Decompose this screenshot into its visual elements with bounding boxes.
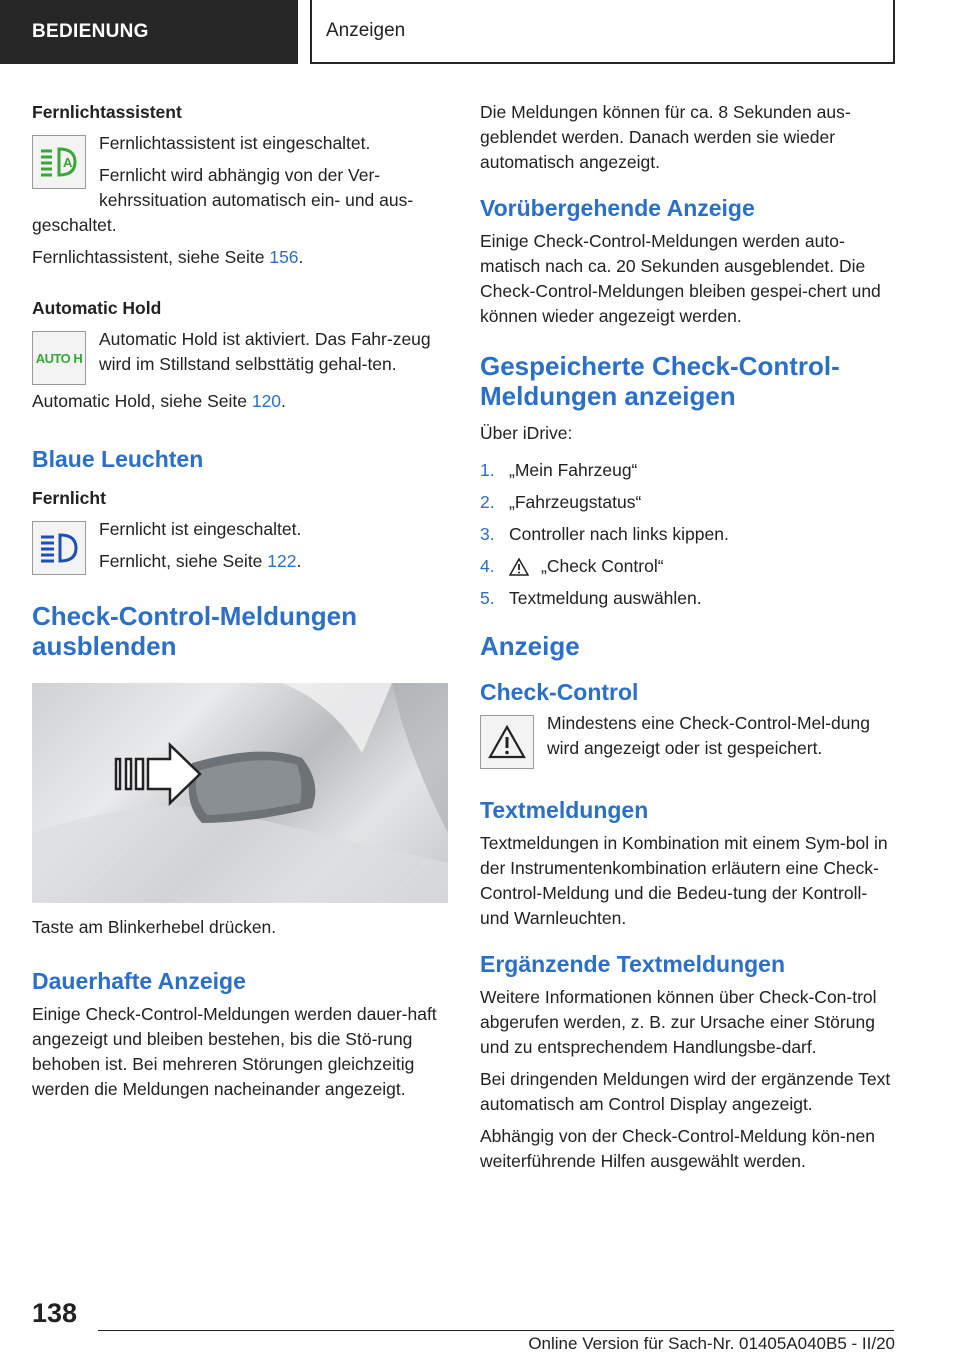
check-control-warning-icon bbox=[480, 715, 534, 769]
fernlichtassistent-ref: Fernlichtassistent, siehe Seite 156. bbox=[32, 247, 304, 267]
fernlicht-ref: Fernlicht, siehe Seite 122. bbox=[99, 551, 302, 571]
list-item: 4. „Check Control“ bbox=[480, 556, 664, 576]
footer-version: Online Version für Sach-Nr. 01405A040B5 - II/20 bbox=[528, 1334, 895, 1353]
ergaenzend-text-1: Weitere Informationen können über Check-Con-trol abgerufen werden, z. B. zur Ursache einer Störung und zu entsprechendem Handlungsbe-darf. bbox=[480, 987, 877, 1057]
textmeldungen-heading: Textmeldungen bbox=[480, 797, 649, 823]
left-column bbox=[32, 100, 448, 1109]
gespeichert-intro: Über iDrive: bbox=[480, 423, 573, 443]
check-control-desc: Mindestens eine Check-Control-Mel-dung wird angezeigt oder ist gespeichert. bbox=[547, 713, 870, 758]
intro-text: Die Meldungen können für ca. 8 Sekunden aus-geblendet werden. Danach werden sie wieder automatisch angezeigt. bbox=[480, 102, 851, 172]
check-control-block bbox=[480, 711, 900, 773]
voruebergehend-text: Einige Check-Control-Meldungen werden auto-matisch nach ca. 20 Sekunden ausgeblendet. Die Check-Control-Meldungen bleiben gespei-chert und können wieder angezeigt werden. bbox=[480, 231, 881, 326]
fernlicht-status: Fernlicht ist eingeschaltet. bbox=[99, 519, 302, 539]
voruebergehend-heading: Vorübergehende Anzeige bbox=[480, 195, 755, 221]
dauerhaft-text: Einige Check-Control-Meldungen werden dauer-haft angezeigt und bleiben bestehen, bis die Stö-rung behoben ist. Bei mehreren Störungen gleichzeitig werden die Meldungen nacheinander angezeigt. bbox=[32, 1004, 437, 1099]
fernlichtassistent-status: Fernlichtassistent ist eingeschaltet. bbox=[99, 133, 371, 153]
footer-divider bbox=[98, 1330, 894, 1331]
automatic-hold-ref: Automatic Hold, siehe Seite 120. bbox=[32, 391, 286, 411]
list-item: 3. Controller nach links kippen. bbox=[480, 524, 729, 544]
fernlichtassistent-desc: Fernlicht wird abhängig von der Ver-kehrssituation automatisch ein- und aus-geschaltet. bbox=[32, 165, 414, 235]
chapter-title: Anzeigen bbox=[310, 0, 895, 64]
fernlichtassistent-block bbox=[32, 131, 448, 238]
gespeichert-heading: Gespeicherte Check-Control-Meldungen anzeigen bbox=[480, 351, 840, 411]
photo-caption: Taste am Blinkerhebel drücken. bbox=[32, 917, 277, 937]
page-link-156[interactable]: 156 bbox=[269, 247, 299, 267]
ergaenzend-heading: Ergänzende Textmeldungen bbox=[480, 951, 786, 977]
steps-list bbox=[480, 458, 900, 611]
fernlicht-heading: Fernlicht bbox=[32, 488, 106, 508]
blaue-leuchten-heading: Blaue Leuchten bbox=[32, 446, 204, 472]
fernlichtassistent-heading: Fernlichtassistent bbox=[32, 102, 182, 122]
fernlicht-block bbox=[32, 517, 448, 579]
ergaenzend-text-3: Abhängig von der Check-Control-Meldung kön-nen weiterführende Hilfen ausgewählt werden. bbox=[480, 1126, 875, 1171]
section-tab: BEDIENUNG bbox=[0, 0, 298, 64]
page-number: 138 bbox=[32, 1298, 78, 1328]
dauerhaft-heading: Dauerhafte Anzeige bbox=[32, 968, 246, 994]
turn-signal-lever-photo bbox=[32, 683, 448, 903]
textmeldungen-text: Textmeldungen in Kombination mit einem Sym-bol in der Instrumentenkombination erläutern eine Check-Control-Meldung und die Bedeu-tung der Kontroll- und Warnleuchten. bbox=[480, 833, 888, 928]
check-control-heading: Check-Control bbox=[480, 679, 639, 705]
list-item: 5. Textmeldung auswählen. bbox=[480, 588, 702, 608]
anzeige-heading: Anzeige bbox=[480, 631, 580, 661]
high-beam-assistant-icon bbox=[32, 135, 86, 189]
automatic-hold-block bbox=[32, 327, 448, 389]
ergaenzend-text-2: Bei dringenden Meldungen wird der ergänzende Text automatisch am Control Display angezeigt. bbox=[480, 1069, 891, 1114]
high-beam-icon bbox=[32, 521, 86, 575]
warning-icon bbox=[509, 558, 529, 576]
ausblenden-heading: Check-Control-Meldungen ausblenden bbox=[32, 601, 357, 661]
page-link-120[interactable]: 120 bbox=[251, 391, 282, 411]
automatic-hold-heading: Automatic Hold bbox=[32, 298, 162, 318]
right-column bbox=[480, 100, 900, 1181]
page-link-122[interactable]: 122 bbox=[267, 551, 297, 571]
svg-text:A: A bbox=[63, 155, 73, 170]
list-item: 2. „Fahrzeugstatus“ bbox=[480, 492, 642, 512]
auto-hold-icon: AUTO H bbox=[32, 331, 86, 385]
list-item: 1. „Mein Fahrzeug“ bbox=[480, 460, 638, 480]
automatic-hold-desc: Automatic Hold ist aktiviert. Das Fahr-zeug wird im Stillstand selbsttätig gehal-ten. bbox=[99, 329, 431, 374]
